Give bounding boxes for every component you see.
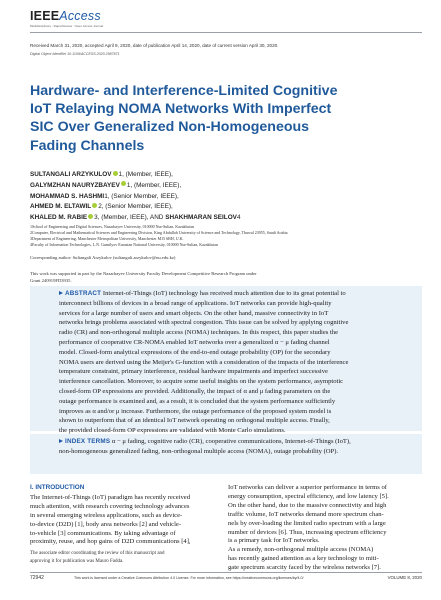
index-terms — [59, 437, 416, 458]
abstract-line: interference cancellation. Moreover, to acquire some useful insights on the system performance, asymptotic — [59, 378, 344, 386]
abstract-line: services for a large number of users and smart objects. On the other hand, massive connectivity in IoT — [59, 309, 329, 317]
affiliation-line: 4Faculty of Information Technologies, L.N. Gumilyov Eurasian National University, 010000 Nur-Sultan, Kazakhstan — [30, 242, 218, 248]
abstract-line: the provided closed-form OP expressions are validated with Monte Carlo simulations. — [59, 427, 286, 435]
body-line: has recently gained attention as a key technology to miti- — [228, 555, 379, 563]
editor-line: approving it for publication was Mauro Fadda. — [30, 559, 124, 564]
abstract-line: networks brings problems associated with spectral congestion. This issue can be solved by applying cognitive — [59, 319, 349, 327]
funding-line: Grant 240919FD3935. — [30, 278, 72, 283]
abstract — [59, 289, 416, 436]
body-line: much attention, with research covering technology advances — [30, 502, 190, 510]
funding-note — [30, 270, 422, 284]
received-dates: Received March 31, 2020, accepted April 9, 2020, date of publication April 14, 2020, date of current version April 30, 2020. — [30, 43, 279, 48]
logo-access: Access — [59, 9, 101, 23]
body-line: in several emerging wireless applications, such as device- — [30, 511, 183, 519]
body-line: On the other hand, due to the massive connectivity and high — [228, 501, 387, 509]
index-terms-line: INDEX TERMS α − μ fading, cognitive radio (CR), cooperative communications, Internet-of-Things (IoT), — [59, 437, 416, 447]
body-line: energy consumption, spectral efficiency, and low latency [5]. — [228, 492, 389, 500]
author-name[interactable]: GALYMZHAN NAURYZBAYEV — [30, 181, 120, 189]
journal-header — [30, 9, 420, 29]
page-footer — [30, 572, 422, 583]
journal-logo — [30, 9, 101, 23]
author-line — [30, 192, 422, 203]
affiliation-line: 3Department of Engineering, Manchester Metropolitan University, Manchester M15 6BH, U.K. — [30, 236, 184, 242]
title-line: SIC Over Generalized Non-Homogeneous — [30, 119, 310, 136]
index-terms-label: INDEX TERMS — [59, 438, 110, 445]
author-name[interactable]: AHMED M. ELTAWIL — [30, 203, 92, 211]
abstract-line: improves as α and/or μ increase. Furthermore, the outage performance of the proposed system model is — [59, 407, 332, 415]
body-line: to-device (D2D) [1], body area networks [2] and vehicle- — [30, 520, 182, 528]
author-name[interactable]: KHALED M. RABIE — [30, 214, 88, 222]
abstract-line: NOMA users are derived using the Meijer's G-function with a consideration of the impacts of the interference — [59, 358, 349, 366]
volume-label: VOLUME 8, 2020 — [387, 575, 422, 580]
abstract-line: performance of cooperative CR-NOMA enabled IoT networks over a generalized α − μ fading channel — [59, 338, 330, 346]
author-name[interactable]: MOHAMMAD S. HASHMI — [30, 192, 105, 200]
body-line: gate spectrum scarcity faced by the wireless networks [7]. — [228, 564, 381, 572]
corresponding-author: Corresponding author: Sultangali Arzykulov (sultangali.arzykulov@nu.edu.kz) — [30, 255, 176, 260]
orcid-icon[interactable] — [88, 214, 93, 219]
abstract-line: closed-form OP expressions are provided. Additionally, the impact of α and μ fading parameters on the — [59, 387, 331, 395]
author-line — [30, 170, 422, 181]
body-line: is a primary task for IoT networks. — [228, 537, 320, 545]
orcid-icon[interactable] — [92, 203, 97, 208]
author-name[interactable]: SHAKHMARAN SEILOV — [165, 214, 237, 222]
right-column — [228, 484, 412, 573]
abstract-line: ABSTRACT Internet-of-Things (IoT) technology has received much attention due to its great potential to — [59, 289, 416, 299]
author-affil: 3, (Member, IEEE), AND — [94, 214, 164, 222]
body-line: number of devices [6]. Thus, increasing spectrum efficiency — [228, 528, 387, 536]
orcid-icon[interactable] — [121, 181, 126, 186]
author-list — [30, 170, 422, 224]
index-terms-line: non-homogeneous generalized fading, non-orthogonal multiple access (NOMA), outage probability (OP). — [59, 448, 339, 456]
body-line: The Internet-of-Things (IoT) paradigm has recently received — [30, 493, 191, 501]
abstract-label: ABSTRACT — [59, 290, 101, 297]
abstract-line: model. Closed-form analytical expressions of the end-to-end outage probability (OP) for the secondary — [59, 348, 331, 356]
body-line: to-vehicle [3] communications. By taking advantage of — [30, 529, 176, 537]
author-affil: 1, (Member, IEEE), — [126, 181, 182, 189]
body-line: traffic volume, IoT networks demand more spectrum chan- — [228, 510, 384, 518]
author-line — [30, 181, 422, 192]
journal-tagline: Multidisciplinary : Rapid Review : Open Access Journal — [30, 24, 104, 28]
abstract-line: shown to outperform that of an identical IoT network operating on orthogonal multiple access. Finally, — [59, 417, 330, 425]
body-line: As a remedy, non-orthogonal multiple access (NOMA) — [228, 546, 374, 554]
abstract-line: radio (CR) and non-orthogonal multiple access (NOMA) techniques. In this respect, this paper studies the — [59, 329, 339, 337]
editor-line: The associate editor coordinating the review of this manuscript and — [30, 551, 165, 556]
logo-ieee: IEEE — [30, 9, 60, 23]
title-line: Fading Channels — [30, 137, 145, 154]
abstract-line: interconnect billions of devices in a broad range of applications. IoT networks can provide high-quality — [59, 299, 332, 307]
doi-line[interactable]: Digital Object Identifier 10.1109/ACCESS.2020.2987871 — [30, 52, 120, 56]
author-affil: 4 — [236, 214, 241, 222]
section-heading: I. INTRODUCTION — [30, 484, 85, 491]
affiliations — [30, 224, 422, 248]
author-affil: 2, (Senior Member, IEEE), — [98, 203, 173, 211]
affiliation-line: 2Computer, Electrical and Mathematical Sciences and Engineering Division, King Abdullah University of Science and Technology, Thuwal 23955, Saudi Arabia — [30, 230, 288, 236]
abstract-line: temperature constraint, primary interference, residual hardware impairments and imperfect successive — [59, 368, 328, 376]
author-affil: 1, (Senior Member, IEEE), — [104, 192, 179, 200]
paper-title — [30, 82, 340, 155]
title-line: Hardware- and Interference-Limited Cognitive — [30, 83, 338, 99]
left-column — [30, 484, 214, 547]
affiliation-line: 1School of Engineering and Digital Sciences, Nazarbayev University, 010000 Nur-Sultan, Kazakhstan — [30, 224, 194, 229]
page-number: 72942 — [30, 575, 44, 581]
header-rule — [30, 32, 422, 33]
body-line: proximity, reuse, and hop gains of D2D communications [4], — [30, 538, 191, 546]
author-line — [30, 213, 422, 224]
funding-line: This work was supported in part by the Nazarbayev University Faculty Development Competitive Research Program under — [30, 271, 257, 276]
orcid-icon[interactable] — [113, 171, 118, 176]
editor-note — [30, 550, 214, 566]
body-line: IoT networks can deliver a superior performance in terms of — [228, 484, 387, 491]
author-line — [30, 202, 422, 213]
body-line: nels by over-loading the limited radio spectrum with a large — [228, 519, 386, 527]
license-note[interactable]: This work is licensed under a Creative Commons Attribution 4.0 License. For more information, see https://creativecommons.org/licenses/by/4.0/ — [74, 576, 304, 580]
abstract-line: outage performance is examined and, as a result, it is concluded that the system performance sufficiently — [59, 397, 336, 405]
author-affil: 1, (Member, IEEE), — [118, 171, 173, 178]
title-line: IoT Relaying NOMA Networks With Imperfect — [30, 101, 332, 118]
author-name[interactable]: SULTANGALI ARZYKULOV — [30, 171, 112, 178]
